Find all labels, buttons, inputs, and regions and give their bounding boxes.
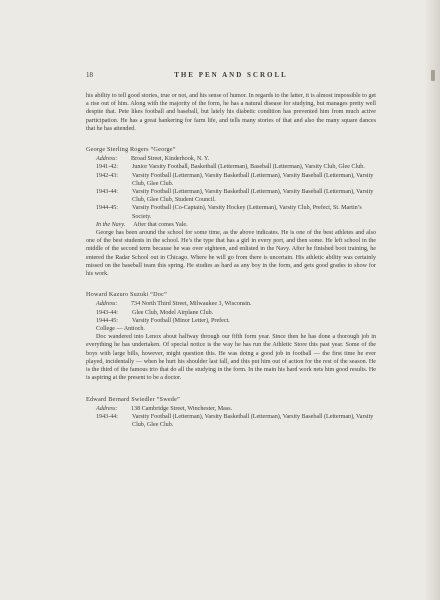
year-label: 1944-45: bbox=[96, 205, 119, 212]
year-activities: Junior Varsity Football, Basketball (Letterman), Baseball (Letterman), Varsity Club, Glee Club. bbox=[132, 164, 365, 171]
student-paragraph: Doc wandered into Lenox about halfway through our fifth form year. Since then he has done a thorough job in everything he has undertaken. Of special notice is the way he has run the Athletic Store this past year. Some of the boys with large bills, however, might question this. He was doing a good job in football — the first time he ever played, incidentally — when he hurt his shoulder last fall, and this put him out of action for the rest of the season. He is the third of the famous trio that do all the studying in the form. In the main his hard work nets him good results. He is aspiring at the present to be a doctor. bbox=[86, 334, 376, 382]
student-name: Edward Bernard Swiedler “Swede” bbox=[86, 395, 180, 403]
student-entry-swiedler bbox=[86, 396, 376, 430]
year-activities: Varsity Football (Letterman), Varsity Basketball (Letterman), Varsity Baseball (Letterman), Varsity Club, Glee Club, Student Council. bbox=[132, 189, 374, 204]
year-label: 1943-44: bbox=[96, 309, 119, 316]
student-entry-suzuki bbox=[86, 291, 376, 382]
student-name: Howard Kazuro Suzuki “Doc” bbox=[86, 291, 167, 299]
year-activities: Varsity Football (Letterman), Varsity Basketball (Letterman), Varsity Baseball (Letterman), Varsity Club, Glee Club. bbox=[132, 172, 374, 187]
student-name: George Sterling Rogers “George” bbox=[86, 146, 176, 154]
page-edge-shadow bbox=[424, 0, 440, 600]
address-line bbox=[86, 405, 376, 413]
year-label: 1943-44: bbox=[96, 413, 119, 420]
year-label: 1942-43: bbox=[96, 172, 119, 179]
year-entry bbox=[86, 317, 376, 325]
address-value: Broad Street, Kinderhook, N. Y. bbox=[131, 156, 210, 163]
address-label: Address: bbox=[96, 301, 118, 308]
student-entry-rogers bbox=[86, 146, 376, 278]
page-content bbox=[86, 92, 376, 429]
year-entry bbox=[86, 188, 376, 204]
navy-line bbox=[86, 221, 376, 229]
student-paragraph: George has been around the school for some time, as the above indicates. He is one of the best athletes and also one of the best students in the school. He’s the type that has a girl in every port, and then some. He left school in the middle of the second term because he was over eighteen, and enlisted in the Navy. After he finished boot training, he entered the Radar School out in Chicago. Where he will go from there is uncertain. His athletic ability was certainly missed on the baseball team this spring. He studies as hard as any boy in the form, and gets good grades to show for his work. bbox=[86, 230, 376, 278]
year-label: 1943-44: bbox=[96, 189, 119, 196]
navy-text: After that comes Yale. bbox=[133, 221, 188, 228]
address-value: 734 North Third Street, Milwaukee 3, Wisconsin. bbox=[131, 301, 252, 308]
year-activities: Varsity Football (Minor Letter), Prefect. bbox=[132, 317, 230, 324]
year-entry bbox=[86, 204, 376, 220]
binding-mark bbox=[431, 70, 435, 81]
year-activities: Varsity Football (Co-Captain), Varsity Hockey (Letterman), Varsity Club, Prefect, St. Martin’s Society. bbox=[132, 205, 362, 220]
navy-label: In the Navy. bbox=[96, 221, 126, 228]
address-line bbox=[86, 300, 376, 308]
year-activities: Varsity Football (Letterman), Varsity Basketball (Letterman), Varsity Baseball (Letterman), Varsity Club, Glee Club. bbox=[132, 413, 374, 429]
year-entry bbox=[86, 309, 376, 317]
year-entry bbox=[86, 413, 376, 429]
address-line bbox=[86, 155, 376, 163]
year-activities: Glee Club, Model Airplane Club. bbox=[132, 309, 214, 316]
running-header bbox=[86, 71, 376, 83]
running-title: THE PEN AND SCROLL bbox=[174, 71, 288, 79]
year-entry bbox=[86, 163, 376, 171]
year-entry bbox=[86, 172, 376, 188]
intro-paragraph: his ability to tell good stories, true or not, and his sense of humor. In regards to the latter, it is almost impossible to get a rise out of him. Along with the majority of the form, he has a natural disease for studying, but manages pretty well despite that. Pete likes football and baseball, but lately his diabetic condition has prevented him from much active participation. He has a great hankering for farm life, and tells many stories of that and also the many square dances that he has attended. bbox=[86, 93, 376, 132]
page-number: 18 bbox=[86, 71, 93, 79]
address-value: 138 Cambridge Street, Winchester, Mass. bbox=[131, 405, 233, 412]
year-label: 1944-45: bbox=[96, 317, 119, 324]
college-line: College — Antioch. bbox=[96, 326, 145, 333]
address-label: Address: bbox=[96, 405, 118, 412]
year-label: 1941-42: bbox=[96, 164, 119, 171]
address-label: Address: bbox=[96, 156, 118, 163]
